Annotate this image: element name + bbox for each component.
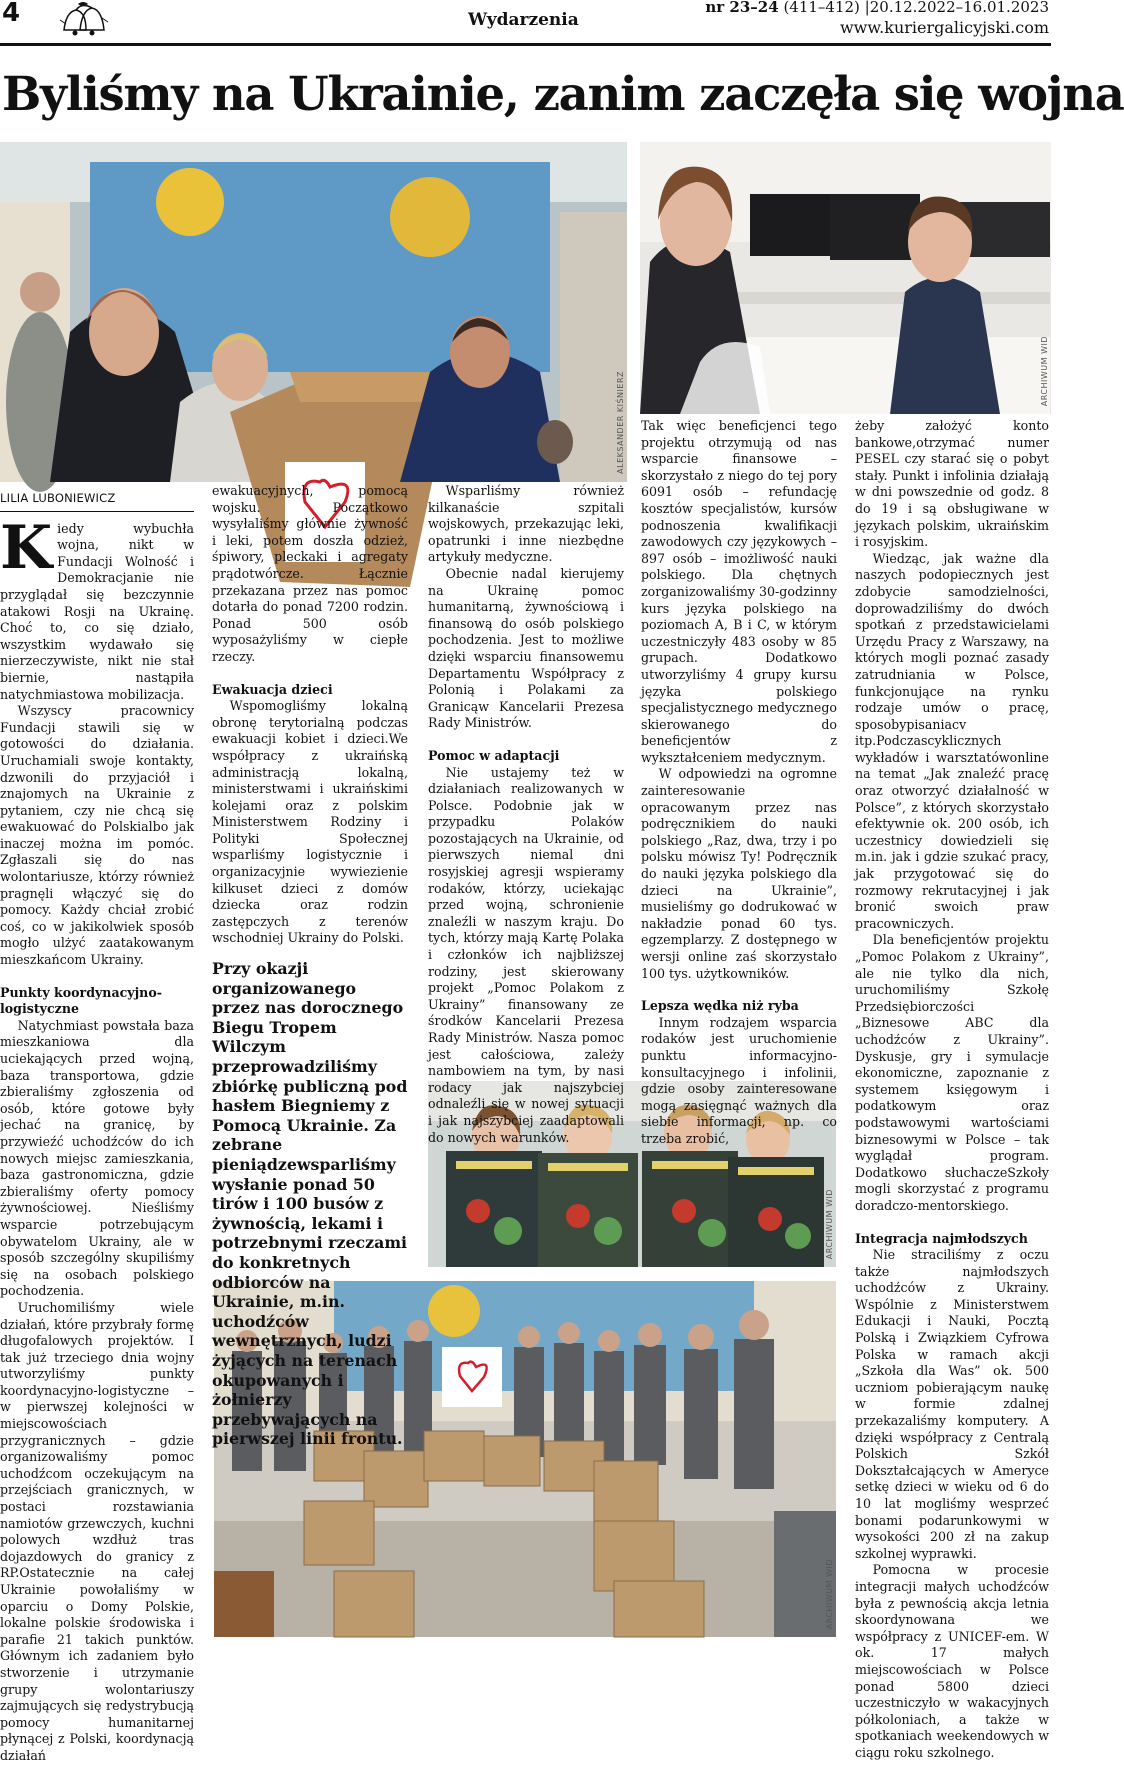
body-paragraph: Wspomogliśmy lokalną obronę terytorialną podczas ewakuacji kobiet i dzieci.We współpracy z ukraińską administracją lokalną, ministerstwami i ukraińskimi kolejami oraz z polskim Ministerstwem Rodziny i Polityki Społecznej wsparliśmy logistycznie i organizacyjnie wywiezienie kilkuset dzieci z domów dziecka oraz rodzin zastępczych z terenów wschodniej Ukrainy do Polski. xyxy=(212,698,408,946)
body-paragraph: Dla beneficjentów projektu „Pomoc Polakom z Ukrainy”, ale nie tylko dla nich, uruchomiliśmy Szkołę Przedsiębiorczości „Biznesowe ABC dla uchodźców z Ukrainy”. Dyskusje, gry i symulacje ekonomiczne, zapoznanie z systemem księgowym i podatkowym oraz podstawowymi wartościami biznesowymi w Polsce – tak wyglądał program. Dodatkowo słuchaczeSzkoły mogli skorzystać z programu doradczo-mentorskiego. xyxy=(855,932,1049,1213)
pull-quote: Przy okazji organizowanego przez nas dorocznego Biegu Tropem Wilczym przeprowadziliśmy zbiórkę publiczną pod hasłem Biegniemy z Pomocą Ukrainie. Za zebrane pieniądzewsparliśmy wysłanie ponad 50 tirów i 100 busów z żywnością, lekami i potrzebnymi rzeczami do konkretnych odbiorców na Ukrainie, m.in. uchodźców wewnętrznych, ludzi żyjących na terenach okupowanych i żołnierzy przebywających na pierwszej linii frontu. xyxy=(212,959,408,1449)
photo-credit: ARCHIWUM WID xyxy=(1040,335,1049,406)
article-headline: Byliśmy na Ukrainie, zanim zaczęła się wojna xyxy=(2,66,1124,121)
website-url: www.kuriergalicyjski.com xyxy=(839,18,1049,37)
photo-children-computers-image xyxy=(640,142,1051,414)
lead-paragraph: Kiedy wybuchła wojna, nikt w Fundacji Wolność i Demokracjanie nie przyglądał się bezczynnie atakowi Rosji na Ukrainę. Choć to, co się działo, wszystkim wydawało się nierzeczywiste, nikt nie stał biernie, nastąpiła natychmiastowa mobilizacja. xyxy=(0,512,194,702)
body-paragraph: Nie ustajemy też w działaniach realizowanych w Polsce. Podobnie jak w przypadku Polaków pozostających na Ukrainie, od pierwszych niemal dni rosyjskiej agresji wspieramy rodaków, którzy, uciekając przed wojną, schronienie znaleźli w naszym kraju. Do tych, którzy mają Kartę Polaka i członków ich najbliższej rodziny, jest skierowany projekt „Pomoc Polakom z Ukrainy” finansowany ze środków Kancelarii Prezesa Rady Ministrów. Nasza pomoc jest całościowa, zależy nambowiem na tym, by nasi rodacy jak najszybciej odnaleźli się w nowej sytuacji i jak najszybciej zaadaptowali do nowych warunków. xyxy=(428,764,624,1145)
body-paragraph: Wiedząc, jak ważne dla naszych podopiecznych jest zdobycie samodzielności, doprowadziliśmy do dwóch spotkań z przedstawicielami Urzędu Pracy z Warszawy, na których mogli poznać zasady zatrudniania w Polsce, funkcjonujące na rynku rodzaje umów o pracę, sposobypisaniacv itp.Podczascyklicznych wykładów i warsztatówonline na temat „Jak znaleźć pracę oraz otworzyć działalność w Polsce”, z których skorzystało efektywnie ok. 200 osób, ich uczestnicy dowiedzieli się m.in. jak i gdzie szukać pracy, jak przygotować się do rozmowy rekrutacyjnej i jak bronić swoich praw pracowniczych. xyxy=(855,550,1049,931)
photo-children-computers xyxy=(640,142,1051,414)
body-paragraph: Uruchomiliśmy wiele działań, które przybrały formę długofalowych projektów. I tak już trzeciego dnia wojny utworzyliśmy punkty koordynacyjno-logistyczne – w pierwszej kolejności w miejscowościach przygranicznych – gdzie organizowaliśmy pomoc uchodźcom oczekującym na przejściach granicznych, w postaci rozstawiania namiotów grzewczych, kuchni polowych wzdłuż tras dojazdowych do granicy z RP.Ostatecznie na całej Ukrainie powołaliśmy w oparciu o Domy Polskie, lokalne polskie środowiska i parafie 21 takich punktów. Głównym ich zadaniem było stworzenie i utrzymanie grupy wolontariuszy zajmujących się redystrybucją pomocy humanitarnej płynącej z Polski, koordynacją działań xyxy=(0,1299,194,1763)
body-paragraph: Nie straciliśmy z oczu także najmłodszych uchodźców z Ukrainy. Wspólnie z Ministerstwem Edukacji i Nauki, Pocztą Polską i Związkiem Cyfrowa Polska w ramach akcji „Szkoła dla Was” ok. 500 uczniom pobierającym naukę w formie zdalnej przekazaliśmy komputery. A dzięki współpracy z Centralą Polskich Szkół Dokształcających w Ameryce setkę dzieci w wieku od 6 do 10 lat mogliśmy wesprzeć bonami podarunkowymi w wysokości 200 zł na zakup szkolnej wyprawki. xyxy=(855,1247,1049,1561)
body-paragraph: ewakuacyjnych, pomocą wojsku. Początkowo wysyłaliśmy głównie żywność i leki, potem doszła odzież, śpiwory, pleckaki i agregaty prądotwórcze. Łącznie przekazana przez nas pomoc dotarła do ponad 7200 rodzin. Ponad 500 osób wyposażyliśmy w ciepłe rzeczy. xyxy=(212,483,408,664)
column-1 xyxy=(0,490,194,1763)
column-4 xyxy=(641,418,838,1146)
body-paragraph: Wsparliśmy również kilkanaście szpitali wojskowych, przekazując leki, opatrunki i inne niezbędne artykuły medyczne. xyxy=(428,483,624,565)
body-paragraph: Innym rodzajem wsparcia rodaków jest uruchomienie punktu informacyjno-konsultacyjnego i infolinii, gdzie osoby zainteresowane mogą zasięgnąć ważnych dla siebie informacji, np. co trzeba zrobić, xyxy=(641,1014,837,1146)
author-byline: LILIA LUBONIEWICZ xyxy=(0,490,194,512)
section-title: Wydarzenia xyxy=(468,10,579,30)
column-3 xyxy=(428,483,624,1145)
subheading: Lepsza wędka niż ryba xyxy=(641,998,799,1014)
body-paragraph: żeby założyć konto bankowe,otrzymać numer PESEL czy starać się o pobyt stały. Punkt i infolinia działają w dni powszednie od godz. 8 do 19 i są obsługiwane w językach polskim, ukraińskim i rosyjskim. xyxy=(855,418,1049,550)
issue-number: nr 23–24 xyxy=(705,0,779,16)
body-paragraph: Obecnie nadal kierujemy na Ukrainę pomoc humanitarną, żywnościową i finansową do osób polskiego pochodzenia. Jest to możliwe dzięki wsparciu finansowemu Departamentu Współpracy z Polonią i Polakami za Granicąw Kancelarii Prezesa Rady Ministrów. xyxy=(428,565,624,731)
subheading: Pomoc w adaptacji xyxy=(428,747,560,763)
photo-credit: ALEKSANDER KIŚNIERZ xyxy=(616,371,625,474)
body-paragraph: Pomocna w procesie integracji małych uchodźców była z pewnością akcja letnia skoordynowana we współpracy z UNICEF-em. W ok. 17 małych miejscowościach w Polsce ponad 5800 dzieci uczestniczyło w wakacyjnych półkoloniach, a także w spotkaniach weekendowych w ciągu roku szkolnego. xyxy=(855,1562,1049,1760)
subheading: Ewakuacja dzieci xyxy=(212,681,333,697)
photo-credit: ARCHIWUM WID xyxy=(825,1558,834,1629)
column-5 xyxy=(855,418,1049,1760)
page-header xyxy=(0,0,1051,46)
photo-aid-handover xyxy=(0,142,627,482)
photo-credit: ARCHIWUM WID xyxy=(825,1188,834,1259)
issue-dates: (411–412) |20.12.2022–16.01.2023 xyxy=(778,0,1049,16)
drop-cap: K xyxy=(0,512,53,583)
body-paragraph: Wszyscy pracownicy Fundacji stawili się w gotowości do działania. Uruchamiali swoje kontakty, dzwonili do przyjaciół i znajomych na Ukrainie z pytaniem, czy nie chcą się ewakuować do Polskialbo jak inaczej można im pomóc. Zgłaszali się do nas wolontariusze, którzy również pragnęli włączyć się do pomocy. Każdy chciał zrobić coś, co w jakikolwiek sposób mogło ulżyć zaatakowanym mieszkańcom Ukrainy. xyxy=(0,703,194,968)
christmas-bells-icon xyxy=(56,0,110,40)
column-2 xyxy=(212,483,408,1449)
subheading: Punkty koordynacyjno-logistyczne xyxy=(0,984,162,1017)
photo-aid-handover-image xyxy=(0,142,627,482)
body-paragraph: Natychmiast powstała baza mieszkaniowa dla uciekających przed wojną, baza transportowa, gdzie zbieraliśmy zgłoszenia od osób, które gotowe były jechać na granicę, by przywieźć uchodźców do ich nowych miejsc zamieszkania, baza gastronomiczna, gdzie zbieraliśmy oferty pomocy żywnościowej. Nieśliśmy wsparcie potrzebującym obywatelom Ukrainy, ale w sposób szczególny skupiliśmy się na osobach polskiego pochodzenia. xyxy=(0,1017,194,1299)
subheading: Integracja najmłodszych xyxy=(855,1230,1028,1246)
issue-info xyxy=(705,0,1049,16)
body-paragraph: Tak więc beneficjenci tego projektu otrzymują od nas wsparcie finansowe – skorzystało z niego do tej pory 6091 osób – refundację kosztów specjalistów, kursów podnoszenia kwalifikacji zawodowych czy językowych –897 osób – imożliwość nauki polskiego. Dla chętnych zorganizowaliśmy 30-godzinny kurs języka polskiego na poziomach A, B i C, w którym uczestniczyły 483 osoby w 85 grupach. Dodatkowo utworzyliśmy 4 grupy kursu języka polskiego specjalistycznego medycznego skierowanego do beneficjentów z wykształceniem medycznym. xyxy=(641,418,838,765)
page-number: 4 xyxy=(2,0,21,28)
body-paragraph: W odpowiedzi na ogromne zainteresowanie opracowanym przez nas podręcznikiem do nauki polskiego „Raz, dwa, trzy i po polsku mówisz Ty! Podręcznik do nauki języka polskiego dla dzieci na Ukrainie”, musieliśmy go dodrukować w nakładzie ponad 60 tys. egzemplarzy. Z dostępnego w wersji online zaś skorzystało 100 tys. użytkowników. xyxy=(641,766,837,981)
